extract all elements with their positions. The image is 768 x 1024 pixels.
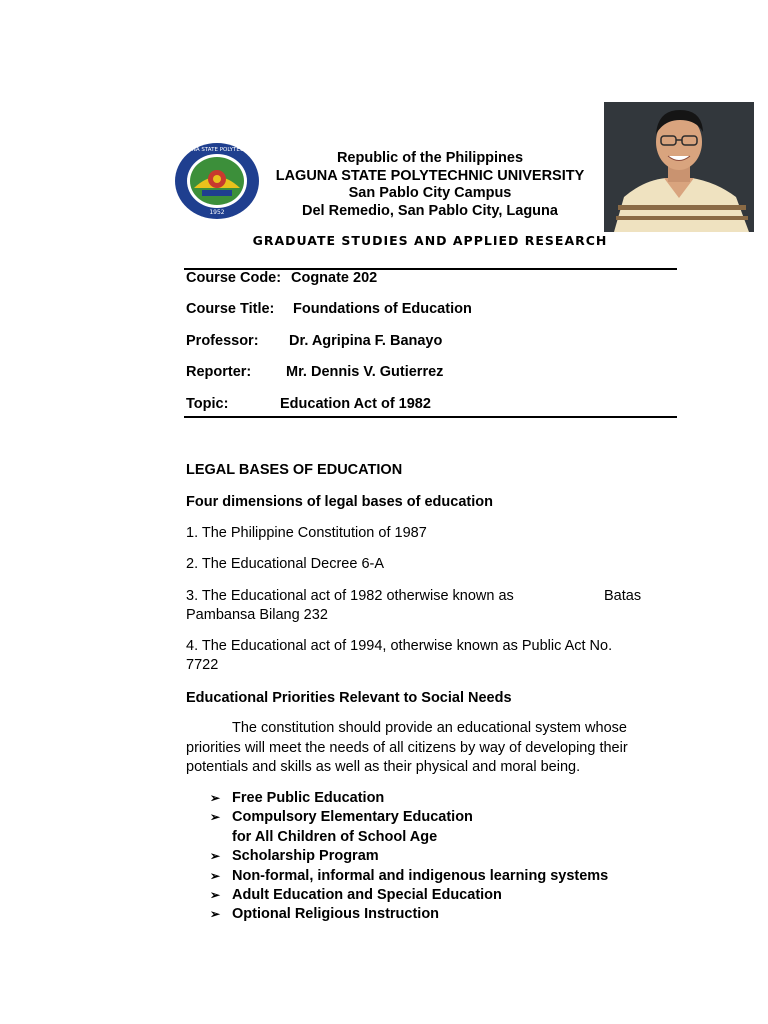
bullet-text: Free Public Education	[232, 790, 385, 806]
reporter-value: Mr. Dennis V. Gutierrez	[286, 364, 444, 380]
list-item-4: 4. The Educational act of 1994, otherwise known as Public Act No.	[186, 638, 613, 654]
bullet-item-continued	[210, 828, 608, 847]
list-item-3	[186, 587, 656, 607]
arrow-bullet-icon: ➢	[210, 888, 221, 903]
department-title: GRADUATE STUDIES AND APPLIED RESEARCH	[252, 233, 608, 248]
header-line-campus: San Pablo City Campus	[348, 185, 512, 201]
list-item-3-text: 3. The Educational act of 1982 otherwise known as	[186, 588, 514, 604]
bullet-text: Optional Religious Instruction	[232, 906, 440, 923]
course-code-row	[186, 270, 378, 286]
topic-row	[186, 396, 431, 412]
arrow-bullet-icon: ➢	[210, 868, 221, 883]
course-code-label: Course Code:	[186, 270, 282, 286]
professor-row	[186, 333, 443, 349]
svg-text:LAGUNA STATE POLYTECHNIC: LAGUNA STATE POLYTECHNIC	[176, 147, 258, 153]
bullet-text: Scholarship Program	[232, 848, 379, 865]
arrow-bullet-icon: ➢	[210, 849, 221, 864]
course-code-value: Cognate 202	[291, 270, 378, 286]
priorities-heading: Educational Priorities Relevant to Social Needs	[186, 690, 512, 706]
header-line-country: Republic of the Philippines	[336, 150, 524, 166]
paragraph-line-2: priorities will meet the needs of all citizens by way of developing their	[186, 740, 628, 756]
course-title-label: Course Title:	[186, 301, 275, 317]
priorities-bullet-list	[210, 789, 608, 925]
list-item-3-batas: Batas	[604, 588, 642, 604]
arrow-bullet-icon: ➢	[210, 810, 221, 825]
paragraph-line-1: The constitution should provide an educational system whose	[232, 720, 627, 736]
bullet-text: for All Children of School Age	[232, 828, 438, 845]
list-item-4-continued: 7722	[186, 657, 219, 673]
professor-value: Dr. Agripina F. Banayo	[289, 333, 443, 349]
svg-text:1952: 1952	[209, 209, 225, 216]
header-line-university: LAGUNA STATE POLYTECHNIC UNIVERSITY	[275, 167, 585, 184]
header-line-address: Del Remedio, San Pablo City, Laguna	[302, 202, 558, 219]
professor-label: Professor:	[186, 333, 259, 349]
list-item-1: 1. The Philippine Constitution of 1987	[186, 525, 427, 541]
divider-bottom	[184, 416, 677, 418]
reporter-photo	[604, 102, 754, 232]
list-item-2: 2. The Educational Decree 6-A	[186, 556, 385, 572]
topic-label: Topic:	[186, 396, 229, 412]
section-subheading: Four dimensions of legal bases of education	[186, 494, 493, 510]
topic-value: Education Act of 1982	[280, 396, 431, 412]
course-title-value: Foundations of Education	[293, 301, 472, 317]
bullet-item	[210, 886, 608, 905]
bullet-item	[210, 789, 608, 808]
header-block	[238, 150, 622, 220]
bullet-text: Non-formal, informal and indigenous learning systems	[232, 867, 609, 884]
bullet-item	[210, 808, 608, 827]
list-item-3-continued: Pambansa Bilang 232	[186, 607, 328, 623]
reporter-row	[186, 364, 444, 380]
bullet-text: Compulsory Elementary Education	[232, 809, 473, 826]
section-heading: LEGAL BASES OF EDUCATION	[186, 462, 403, 478]
bullet-item	[210, 867, 608, 886]
arrow-bullet-icon: ➢	[210, 907, 221, 922]
paragraph-line-3: potentials and skills as well as their physical and moral being.	[186, 759, 581, 775]
bullet-item	[210, 847, 608, 866]
course-title-row	[186, 301, 472, 317]
reporter-label: Reporter:	[186, 364, 252, 380]
bullet-text: Adult Education and Special Education	[232, 887, 502, 904]
arrow-bullet-icon: ➢	[210, 791, 221, 805]
bullet-item	[210, 905, 608, 924]
